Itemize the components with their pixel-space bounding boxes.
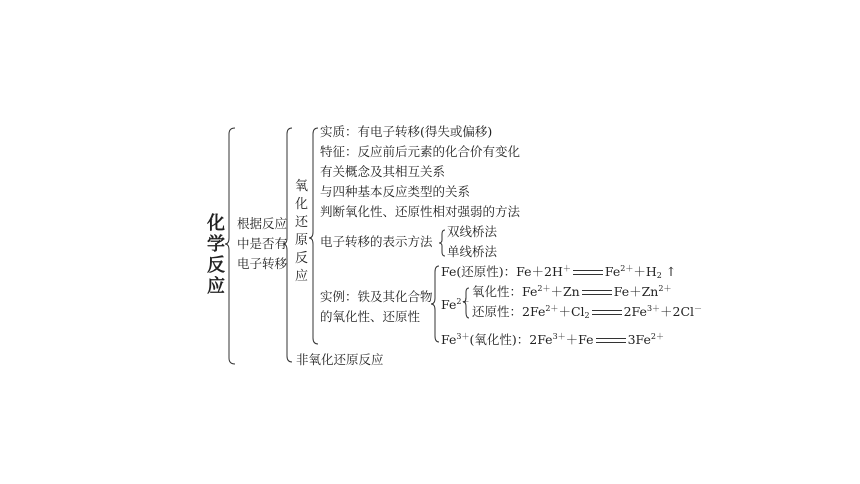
- equals-sign: [573, 270, 603, 275]
- level1-line1: 根据反应: [237, 216, 288, 231]
- equals-sign: [592, 310, 622, 315]
- concepts-text: 有关概念及其相互关系: [320, 164, 446, 179]
- transfer-item-double: 双线桥法: [447, 224, 498, 239]
- fe3-equation: $Fe^{3+}$(氧化性)：$2Fe^{3+}+Fe$ $3Fe^{2+}$: [441, 332, 664, 347]
- four-types-text: 与四种基本反应类型的关系: [320, 184, 471, 199]
- transfer-item-single: 单线桥法: [447, 244, 498, 259]
- fe2-symbol: $Fe^{2+}$: [441, 297, 470, 312]
- redox-label: 氧化还原反应: [295, 179, 309, 284]
- fe-equation: Fe(还原性)：Fe＋2H＋ $Fe^{2+}+H_2$ ↑: [441, 264, 677, 280]
- level1-line2: 中是否有: [237, 236, 288, 251]
- equals-sign: [596, 338, 626, 343]
- nonredox-text: 非氧化还原反应: [296, 352, 384, 367]
- fe2-reduction-equation: 还原性：$2Fe^{2+}+Cl_2$ $2Fe^{3+}+2Cl^-$: [472, 304, 703, 320]
- essence-text: 实质：有电子转移(得失或偏移): [320, 124, 493, 139]
- level1-line3: 电子转移: [237, 256, 288, 271]
- judge-text: 判断氧化性、还原性相对强弱的方法: [320, 204, 521, 219]
- brace-redox: [309, 128, 318, 344]
- transfer-label: 电子转移的表示方法: [320, 234, 433, 249]
- brace-transfer: [439, 230, 445, 256]
- gas-arrow-icon: ↑: [665, 264, 677, 279]
- feature-text: 特征：反应前后元素的化合价有变化: [320, 144, 521, 159]
- fe2-oxidation-equation: 氧化性：$Fe^{2+}+Zn$ $Fe+Zn^{2+}$: [472, 284, 672, 299]
- example-label-line1: 实例：铁及其化合物: [320, 289, 433, 304]
- root-title: 化学反应: [207, 213, 225, 297]
- equals-sign: [582, 290, 612, 295]
- example-label-line2: 的氧化性、还原性: [320, 309, 421, 324]
